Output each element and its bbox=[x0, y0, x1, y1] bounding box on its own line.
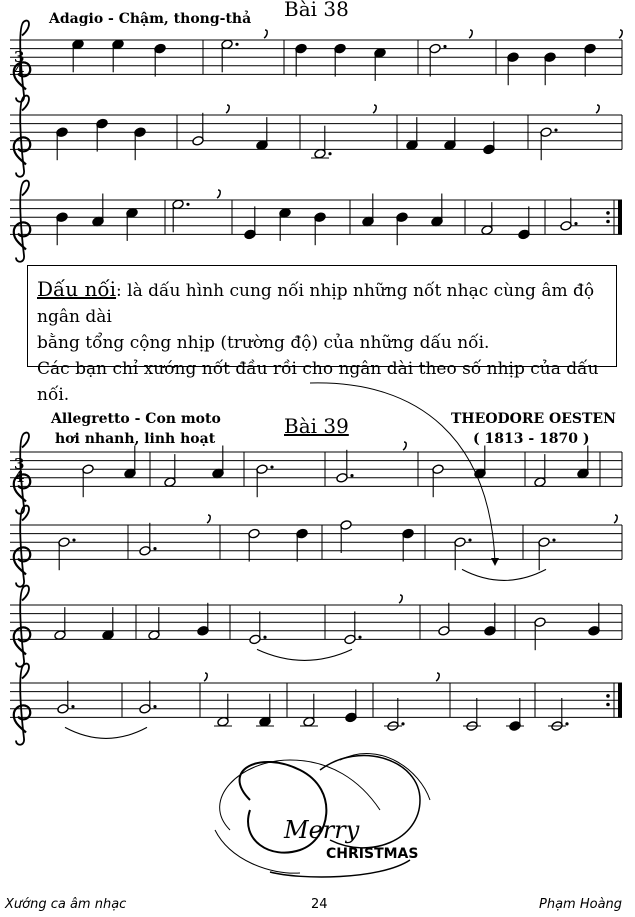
augmentation-dot bbox=[270, 465, 273, 468]
breath-mark bbox=[469, 30, 472, 38]
composer-name: THEODORE OESTEN bbox=[451, 411, 616, 427]
treble-clef bbox=[14, 181, 31, 262]
augmentation-dot bbox=[358, 636, 361, 639]
repeat-dot bbox=[606, 694, 610, 698]
time-sig-top-38: 3 bbox=[14, 48, 25, 66]
tempo-marking-39: Allegretto - Con moto bbox=[51, 411, 221, 427]
exercise-title-39: Bài 39 bbox=[284, 414, 349, 438]
footer-author: Phạm Hoàng bbox=[539, 897, 623, 912]
repeat-dot bbox=[606, 211, 610, 215]
augmentation-dot bbox=[328, 152, 331, 155]
augmentation-dot bbox=[401, 722, 404, 725]
time-sig-top-39: 3 bbox=[14, 455, 25, 473]
final-barline-thick bbox=[618, 200, 622, 234]
augmentation-dot bbox=[574, 222, 577, 225]
breath-mark bbox=[207, 515, 210, 523]
breath-mark bbox=[226, 105, 229, 113]
breath-mark bbox=[436, 673, 439, 681]
repeat-dot bbox=[606, 220, 610, 224]
augmentation-dot bbox=[72, 538, 75, 541]
augmentation-dot bbox=[263, 636, 266, 639]
augmentation-dot bbox=[554, 128, 557, 131]
breath-mark bbox=[264, 30, 267, 38]
augmentation-dot bbox=[186, 203, 189, 206]
merry-christmas-ornament bbox=[215, 754, 430, 877]
breath-mark bbox=[596, 105, 599, 113]
augmentation-dot bbox=[443, 45, 446, 48]
merry-text: Merry bbox=[284, 816, 360, 844]
breath-mark bbox=[403, 442, 406, 450]
composer-years: ( 1813 - 1870 ) bbox=[473, 431, 590, 447]
augmentation-dot bbox=[350, 474, 353, 477]
tie-arc bbox=[462, 569, 546, 580]
final-barline-thick bbox=[618, 683, 622, 717]
augmentation-dot bbox=[552, 538, 555, 541]
breath-mark bbox=[373, 105, 376, 113]
breath-mark bbox=[619, 30, 622, 38]
time-sig-bottom-38: 4 bbox=[14, 61, 25, 79]
augmentation-dot bbox=[71, 705, 74, 708]
definition-line-3: Các bạn chỉ xướng nốt đầu rồi cho ngân dài theo số nhịp của dấu nối. bbox=[37, 359, 599, 405]
tie-arc bbox=[65, 727, 147, 738]
treble-clef bbox=[14, 506, 31, 587]
breath-mark bbox=[204, 673, 207, 681]
tempo-description-39: hơi nhanh, linh hoạt bbox=[55, 431, 216, 447]
definition-line-2: bằng tổng cộng nhịp (trường độ) của những dấu nối. bbox=[37, 333, 490, 353]
annotation-arrowhead bbox=[491, 558, 499, 566]
time-sig-bottom-39: 4 bbox=[14, 468, 25, 486]
tempo-marking-38: Adagio - Chậm, thong-thả bbox=[49, 11, 252, 27]
tie-arc bbox=[257, 649, 352, 660]
breath-mark bbox=[217, 190, 220, 198]
augmentation-dot bbox=[468, 538, 471, 541]
footer-page-number: 24 bbox=[311, 897, 328, 912]
breath-mark bbox=[399, 595, 402, 603]
christmas-text: CHRISTMAS bbox=[326, 846, 419, 862]
exercise-title-38: Bài 38 bbox=[284, 0, 349, 21]
footer-book-title: Xướng ca âm nhạc bbox=[5, 897, 127, 912]
augmentation-dot bbox=[153, 705, 156, 708]
definition-text-1: : là dấu hình cung nối nhịp những nốt nhạc cùng âm độ ngân dài bbox=[37, 281, 595, 327]
definition-term: Dấu nối bbox=[37, 277, 117, 301]
augmentation-dot bbox=[565, 722, 568, 725]
augmentation-dot bbox=[153, 547, 156, 550]
treble-clef bbox=[14, 586, 31, 667]
repeat-dot bbox=[606, 703, 610, 707]
breath-mark bbox=[614, 515, 617, 523]
treble-clef bbox=[14, 664, 31, 745]
augmentation-dot bbox=[235, 43, 238, 46]
treble-clef bbox=[14, 96, 31, 177]
